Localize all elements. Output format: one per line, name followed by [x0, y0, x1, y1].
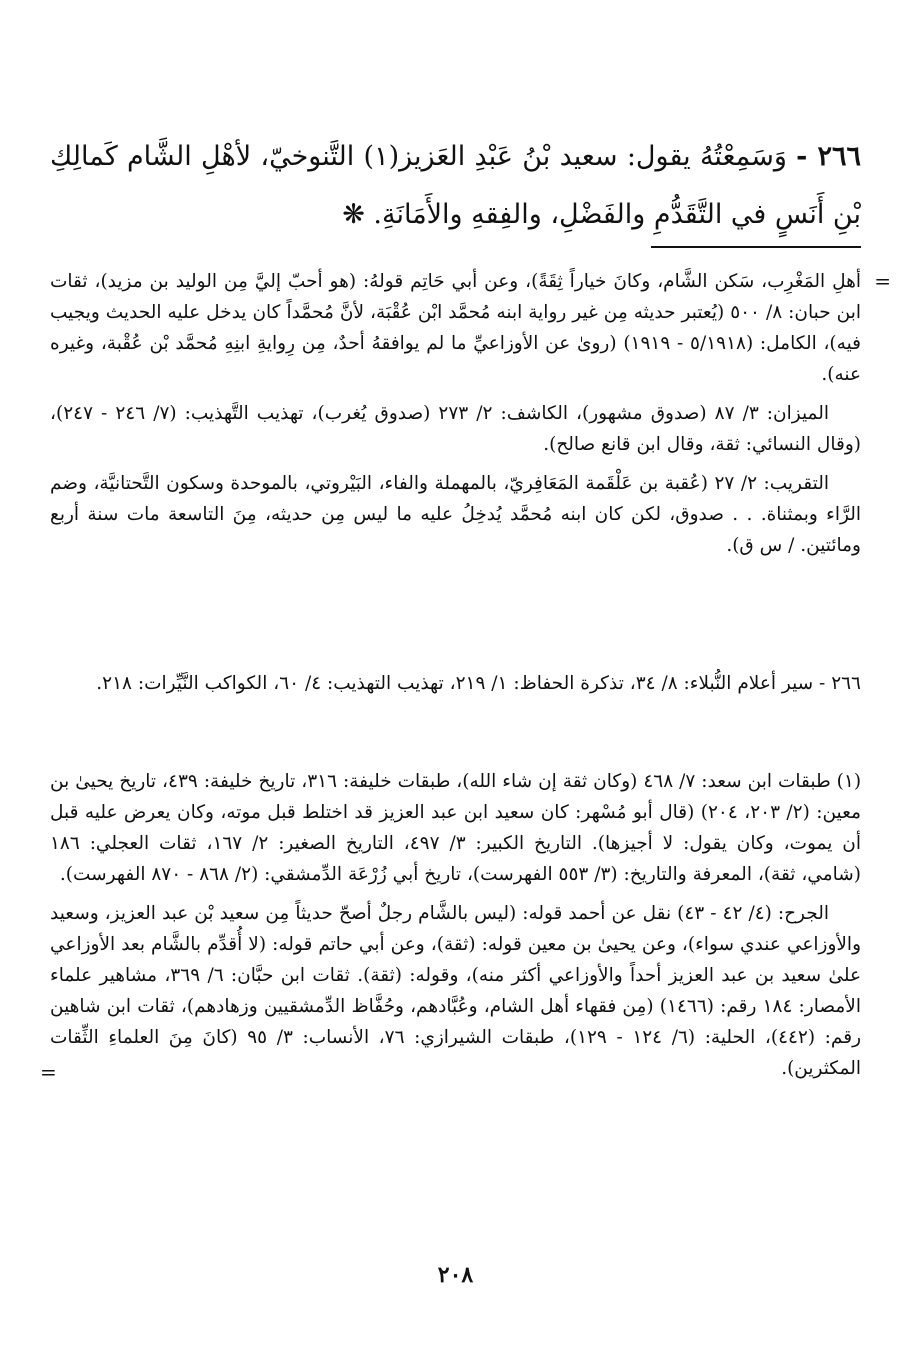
continuation-mark: =	[874, 269, 891, 293]
sources-paragraph: ٢٦٦ - سير أعلام النُّبلاء: ٨/ ٣٤، تذكرة الحفاظ: ١/ ٢١٩، تهذيب التهذيب: ٤/ ٦٠، الكواكب النَّيِّرات: ٢١٨.	[96, 673, 861, 694]
footnote-block	[40, 766, 862, 1092]
page-number: ٢٠٨	[437, 1262, 474, 1288]
footnote-paragraph: الميزان: ٣/ ٨٧ (صدوق مشهور)، الكاشف: ٢/ ٢٧٣ (صدوق يُغرب)، تهذيب التَّهذيب: (٧/ ٢٤٦ - ٢٤٧)، (وقال النسائي: ثقة، وقال ابن قانع صالح).	[50, 403, 861, 455]
footnote-paragraph: الجرح: (٤/ ٤٢ - ٤٣) نقل عن أحمد قوله: (ليس بالشَّام رجلٌ أصحّ حديثاً مِن سعيد بْن عبد العزيز، وسعيد والأوزاعي عندي سواء)، وعن يحيىٰ بن معين قوله: (ثقة)، وعن أبي حاتم قوله: (لا أُقدِّم بالشَّام بعد الأوزاعي علىٰ سعيد بن عبد العزيز أحداً والأوزاعي أكثر منه)، وقوله: (ثقة). ثقات ابن حبَّان: ٦/ ٣٦٩، مشاهير علماء الأمصار: ١٨٤ رقم: (١٤٦٦) (مِن فقهاء أهل الشام، وعُبَّادهم، وحُفَّاظ الدِّمشقيين وزهادهم)، ثقات ابن شاهين رقم: (٤٤٢)، الحلية: (٦/ ١٢٤ - ١٢٩)، طبقات الشيرازي: ٧٦، الأنساب: ٣/ ٩٥ (كانَ مِنَ العلماءِ الثِّقات المكثرين).	[50, 903, 862, 1079]
footnote-paragraph: التقريب: ٢/ ٢٧ (عُقبة بن عَلْقَمة المَعَافِريّ، بالمهملة والفاء، البَيْروتي، بالموحدة وسكون التَّحتانيَّة، وضم الرَّاء وبمثناة. . . صدوق، لكن كان ابنه مُحمَّد يُدخِلُ عليه ما ليس مِن حديثه، مِنَ التاسعة مات سنة أربع ومائتين. / س ق).	[50, 473, 861, 556]
footnote-separator	[651, 246, 861, 248]
hadith-text: وَسَمِعْتُهُ يقول: سعيد بْنُ عَبْدِ العَزيز(١) التَّنوخيّ، لأهْلِ الشَّام كَمالِكِ بْنِ أَنَسٍ في التَّقَدُّمِ والفَضْلِ، والفِقهِ والأَمَانَةِ. ❋	[50, 141, 861, 230]
continuation-mark-end: =	[40, 1060, 57, 1084]
hadith-number: ٢٦٦ -	[796, 141, 861, 172]
footnote-paragraph: (١) طبقات ابن سعد: ٧/ ٤٦٨ (وكان ثقة إن شاء الله)، طبقات خليفة: ٣١٦، تاريخ خليفة: ٤٣٩، تاريخ يحيىٰ بن معين: (٢/ ٢٠٣، ٢٠٤) (قال أبو مُسْهر: كان سعيد ابن عبد العزيز قد اختلط قبل موته، وكان يعرض عليه قبل أن يموت، وكان يقول: لا أجيزها). التاريخ الكبير: ٣/ ٤٩٧، التاريخ الصغير: ٢/ ١٦٧، ثقات العجلي: ١٨٦ (شامي، ثقة)، المعرفة والتاريخ: (٣/ ٥٥٣ الفهرست)، تاريخ أبي زُرْعَة الدِّمشقي: (٢/ ٨٦٨ - ٨٧٠ الفهرست).	[50, 771, 862, 885]
main-text	[50, 128, 861, 244]
sources-block	[50, 668, 861, 707]
footnote-paragraph: أهلِ المَغْرِب، سَكن الشَّام، وكانَ خياراً ثِقَةً)، وعن أبي حَاتِم قولهُ: (هو أحبّ إليَّ مِن الوليد بن مزيد)، ثقات ابن حبان: ٨/ ٥٠٠ (يُعتبر حديثه مِن غير رواية ابنه مُحمَّد ابْن عُقْبَة، لأنَّ مُحمَّداً كان يدخل عليه الحديث ويجيب فيه)، الكامل: (٥/١٩١٨ - ١٩١٩) (روىٰ عن الأوزاعيِّ ما لم يوافقهُ أحدٌ، مِن رِوايةِ ابنِهِ مُحمَّد بْن عُقْبة، وغيره عنه).	[50, 271, 861, 385]
footnote-block-continued	[50, 266, 891, 569]
